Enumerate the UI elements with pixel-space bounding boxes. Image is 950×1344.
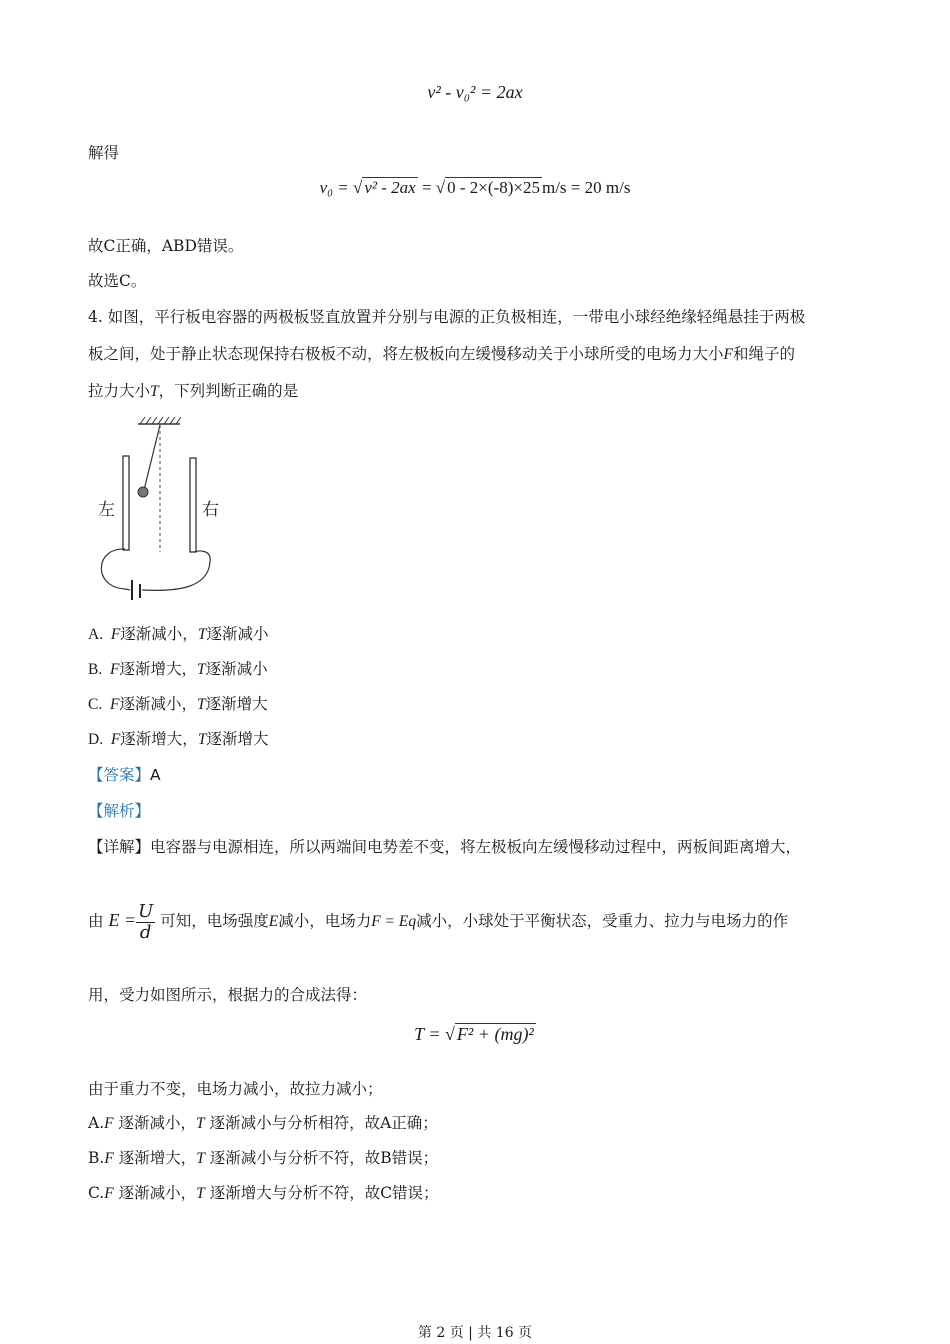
v0-eq2: = (417, 178, 436, 197)
option-text: 逐渐增大 (205, 696, 268, 713)
answer-line (88, 764, 161, 786)
label-right: 右 (202, 500, 219, 520)
T-root: F² + (mg)² (456, 1024, 534, 1044)
judgement-c (88, 1182, 439, 1205)
q4-line3 (88, 380, 298, 403)
option-letter: B. (88, 661, 103, 678)
option-text: 逐渐增大 (206, 731, 269, 748)
text-conclusion1: 故C正确，ABD错误。 (88, 237, 244, 255)
fraction-U-over-d (136, 902, 155, 943)
judgement-a (88, 1112, 438, 1135)
var-E: E (268, 913, 279, 930)
detail-line1 (88, 836, 801, 858)
detail-tag: 【详解】 (88, 838, 151, 856)
var-F: F (110, 626, 121, 643)
var-T: T (197, 626, 207, 643)
v0-lhs: v₀ = (319, 178, 353, 197)
analysis-line (88, 800, 150, 822)
v0-unit: m/s (541, 178, 567, 197)
detail-text: 减小，电场力 (278, 912, 372, 930)
option-c[interactable] (88, 694, 268, 716)
option-a[interactable] (88, 624, 268, 646)
answer-tag: 【答案】 (88, 766, 151, 784)
option-text: 逐渐减小， (120, 626, 198, 643)
formula-kinematics (0, 82, 950, 103)
var-F: F (109, 696, 120, 713)
ceiling-hatch (138, 417, 181, 424)
capacitor-figure (90, 412, 230, 608)
judgement-b (88, 1147, 438, 1170)
option-text: 逐渐减小 (205, 661, 268, 678)
detail-text: 电容器与电源相连，所以两端间电势差不变，将左极板向左缓慢移动过程中，两板间距离增大， (150, 838, 802, 856)
j-pre: B. (88, 1149, 105, 1167)
j-pre: A. (88, 1114, 105, 1132)
q4-line1: 4. 如图，平行板电容器的两极板竖直放置并分别与电源的正负极相连，一带电小球经绝缘轻绳悬挂于两极 (88, 308, 806, 326)
answer-value: A (150, 766, 161, 784)
var-T: T (196, 1115, 205, 1132)
detail-line3: 用，受力如图所示，根据力的合成法得： (88, 986, 368, 1004)
left-plate (123, 456, 129, 550)
option-text: 逐渐减小， (119, 696, 197, 713)
T-lhs: T = (414, 1024, 446, 1044)
v0-root1: v² - 2ax (364, 178, 416, 197)
option-text: 逐渐增大， (120, 731, 198, 748)
j-post: 逐渐减小与分析不符，故B错误； (204, 1149, 439, 1167)
v0-result: = 20 m/s (566, 178, 631, 197)
analysis-tag: 【解析】 (88, 802, 151, 820)
j-mid: 逐渐减小， (113, 1114, 197, 1132)
wire (101, 549, 210, 590)
F-eq: F = Eq (371, 913, 417, 930)
var-F: F (104, 1115, 114, 1132)
q4-line2 (88, 343, 795, 366)
j-mid: 逐渐减小， (113, 1184, 197, 1202)
option-letter: A. (88, 626, 104, 643)
var-F: F (110, 731, 121, 748)
j-mid: 逐渐增大， (113, 1149, 197, 1167)
var-F: F (723, 346, 733, 363)
option-letter: C. (88, 696, 103, 713)
formula-text: v² - v₀² = 2ax (427, 82, 523, 102)
label-left: 左 (98, 500, 115, 520)
formula-v0: v₀ = √ v² - 2ax = √ 0 - 2×(-8)×25 m/s = 20 m/s (319, 178, 631, 197)
option-d[interactable] (88, 729, 268, 751)
detail-text: 由 (88, 912, 104, 930)
frac-numerator: U (138, 900, 154, 922)
var-F: F (104, 1185, 114, 1202)
page-footer: 第 2 页 | 共 16 页 (417, 1325, 533, 1341)
option-letter: D. (88, 731, 104, 748)
var-T: T (197, 731, 207, 748)
j-post: 逐渐增大与分析不符，故C错误； (204, 1184, 439, 1202)
v0-root2: 0 - 2×(-8)×25 (447, 178, 540, 197)
detail-text: 减小，小球处于平衡状态，受重力、拉力与电场力的作 (416, 912, 789, 930)
var-T: T (150, 383, 159, 400)
q4-line2-a: 板之间，处于静止状态现保持右极板不动，将左极板向左缓慢移动关于小球所受的电场力大小 (88, 345, 724, 363)
var-F: F (109, 661, 120, 678)
q4-line3-b: ，下列判断正确的是 (158, 382, 299, 400)
j-pre: C. (88, 1184, 105, 1202)
option-text: 逐渐增大， (119, 661, 197, 678)
formula-T: T = √ F² + (mg)² (414, 1024, 534, 1044)
right-plate (190, 458, 196, 552)
detail-line2 (88, 898, 788, 944)
option-b[interactable] (88, 659, 268, 681)
detail-line4: 由于重力不变，电场力减小，故拉力减小； (88, 1080, 383, 1098)
var-T: T (196, 696, 206, 713)
option-text: 逐渐减小 (206, 626, 269, 643)
q4-line3-a: 拉力大小 (88, 382, 151, 400)
detail-text: 可知，电场强度 (160, 912, 269, 930)
var-T: T (196, 1185, 205, 1202)
q4-line2-b: 和绳子的 (732, 345, 795, 363)
var-T: T (196, 1150, 205, 1167)
charged-ball (138, 487, 148, 497)
E-eq: E = (108, 910, 137, 930)
frac-denominator: d (139, 921, 152, 943)
text-conclusion2: 故选C。 (88, 272, 147, 290)
text-jiede: 解得 (88, 144, 120, 162)
var-T: T (196, 661, 206, 678)
j-post: 逐渐减小与分析相符，故A正确； (204, 1114, 438, 1132)
var-F: F (104, 1150, 114, 1167)
string (144, 425, 160, 490)
